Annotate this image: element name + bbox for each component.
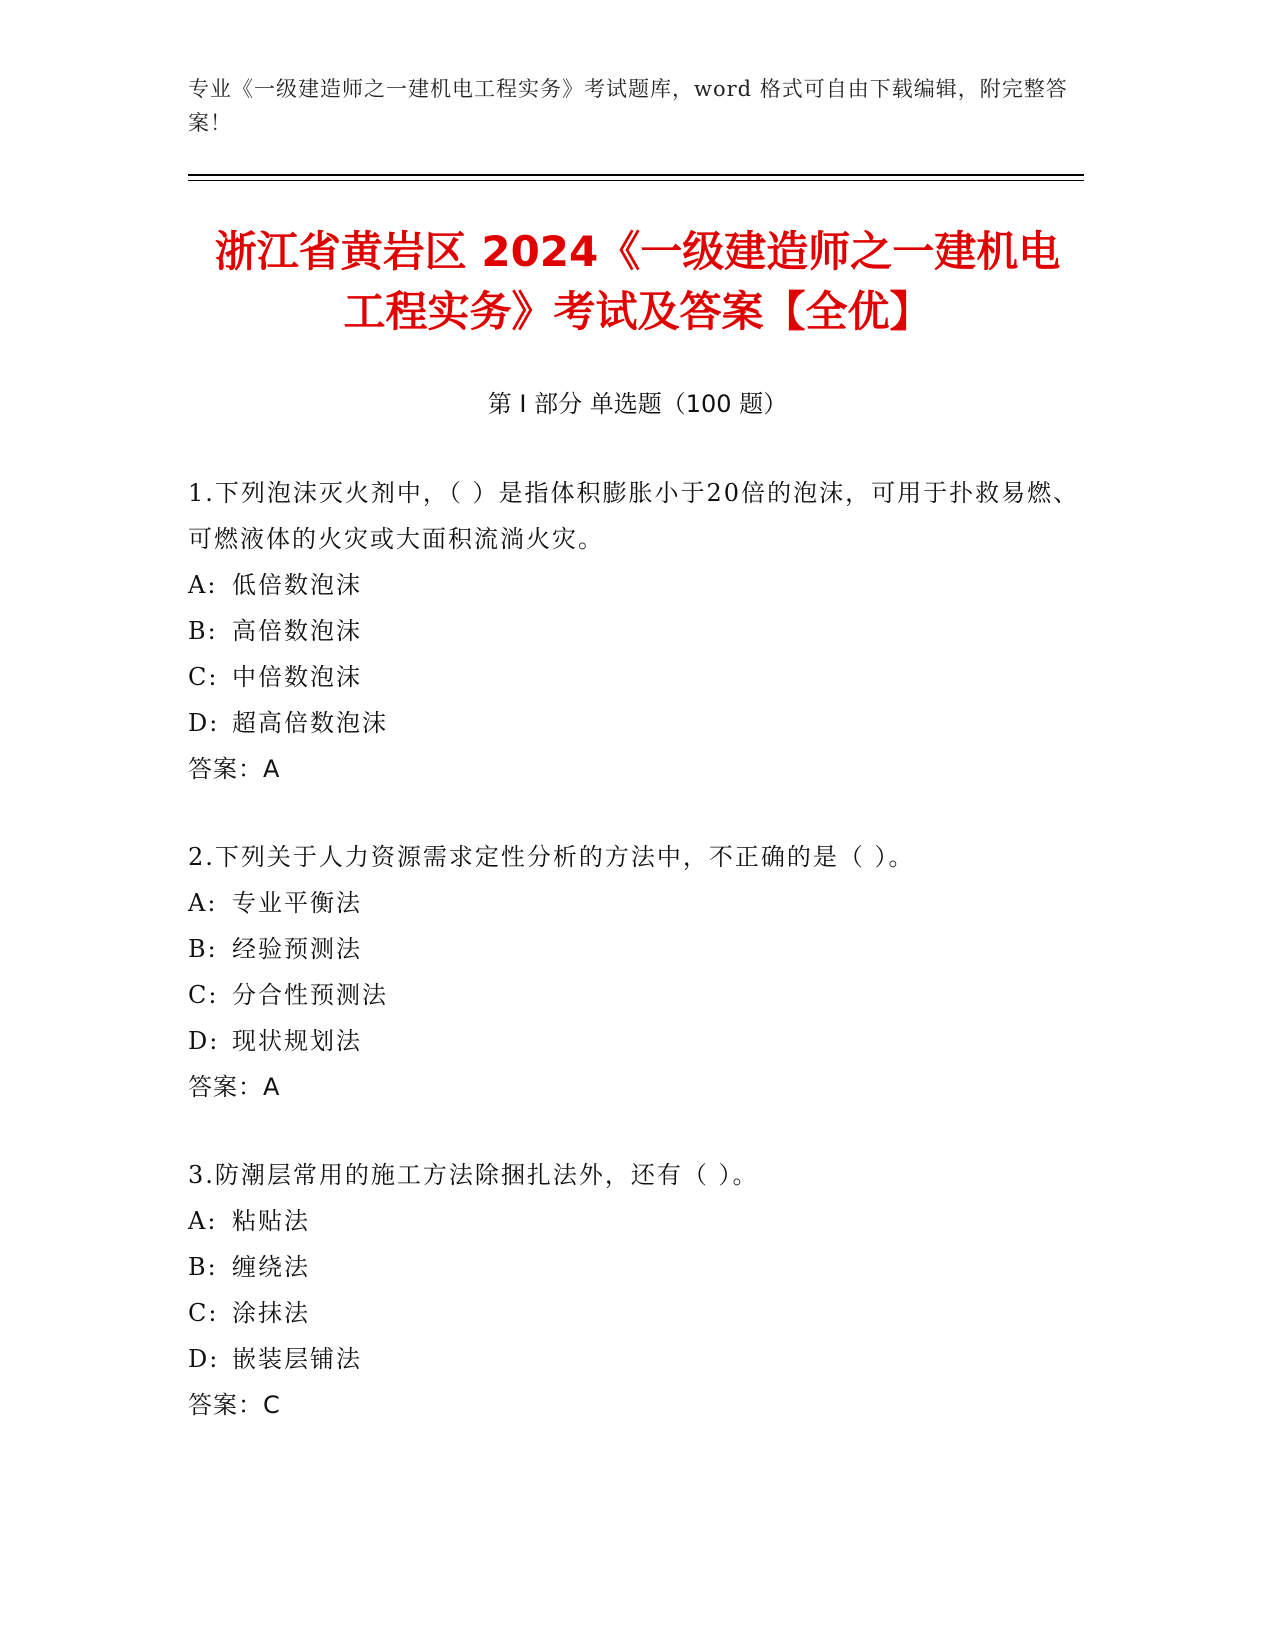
option-c (188, 1290, 1088, 1336)
option-c (188, 654, 1088, 700)
option-b (188, 926, 1088, 972)
document-title-line-2: 工程实务》考试及答案【全优】 (343, 287, 932, 336)
header-rule-thin (188, 180, 1084, 181)
option-b (188, 1244, 1088, 1290)
option-text: 分合性预测法 (232, 981, 388, 1009)
option-letter: D: (188, 709, 220, 737)
option-letter: C: (188, 663, 219, 691)
option-text: 专业平衡法 (232, 889, 362, 917)
option-letter: B: (188, 935, 218, 963)
option-letter: A: (188, 889, 218, 917)
option-letter: C: (188, 1299, 219, 1327)
question-3 (188, 1152, 1088, 1428)
option-text: 现状规划法 (232, 1027, 362, 1055)
option-a (188, 1198, 1088, 1244)
option-letter: A: (188, 1207, 218, 1235)
option-text: 经验预测法 (232, 935, 362, 963)
option-letter: C: (188, 981, 219, 1009)
header-note: 专业《一级建造师之一建机电工程实务》考试题库，word 格式可自由下载编辑，附完整答案！ (188, 77, 1068, 135)
option-text: 超高倍数泡沫 (232, 709, 388, 737)
answer: 答案：A (188, 755, 281, 783)
option-a (188, 880, 1088, 926)
option-text: 缠绕法 (232, 1253, 310, 1281)
document-title (150, 222, 1125, 342)
document-title-line-1: 浙江省黄岩区 2024《一级建造师之一建机电 (214, 227, 1061, 276)
section-title: 第 I 部分 单选题（100 题） (487, 390, 788, 418)
option-text: 涂抹法 (232, 1299, 310, 1327)
option-d (188, 1336, 1088, 1382)
option-d (188, 700, 1088, 746)
answer: 答案：C (188, 1391, 281, 1419)
answer: 答案：A (188, 1073, 281, 1101)
question-1 (188, 470, 1088, 792)
header-rule-thick (188, 174, 1084, 176)
option-letter: B: (188, 1253, 218, 1281)
option-b (188, 608, 1088, 654)
option-text: 嵌装层铺法 (232, 1345, 362, 1373)
option-letter: D: (188, 1345, 220, 1373)
option-text: 低倍数泡沫 (232, 571, 362, 599)
option-text: 中倍数泡沫 (232, 663, 362, 691)
question-stem: 1.下列泡沫灭火剂中，（ ）是指体积膨胀小于20倍的泡沫，可用于扑救易燃、可燃液体的火灾或大面积流淌火灾。 (188, 479, 1080, 553)
question-stem: 3.防潮层常用的施工方法除捆扎法外，还有（ ）。 (188, 1161, 759, 1189)
option-text: 高倍数泡沫 (232, 617, 362, 645)
option-a (188, 562, 1088, 608)
option-c (188, 972, 1088, 1018)
option-letter: D: (188, 1027, 220, 1055)
option-text: 粘贴法 (232, 1207, 310, 1235)
option-d (188, 1018, 1088, 1064)
question-2 (188, 834, 1088, 1110)
option-letter: B: (188, 617, 218, 645)
question-stem: 2.下列关于人力资源需求定性分析的方法中，不正确的是（ ）。 (188, 843, 915, 871)
option-letter: A: (188, 571, 218, 599)
